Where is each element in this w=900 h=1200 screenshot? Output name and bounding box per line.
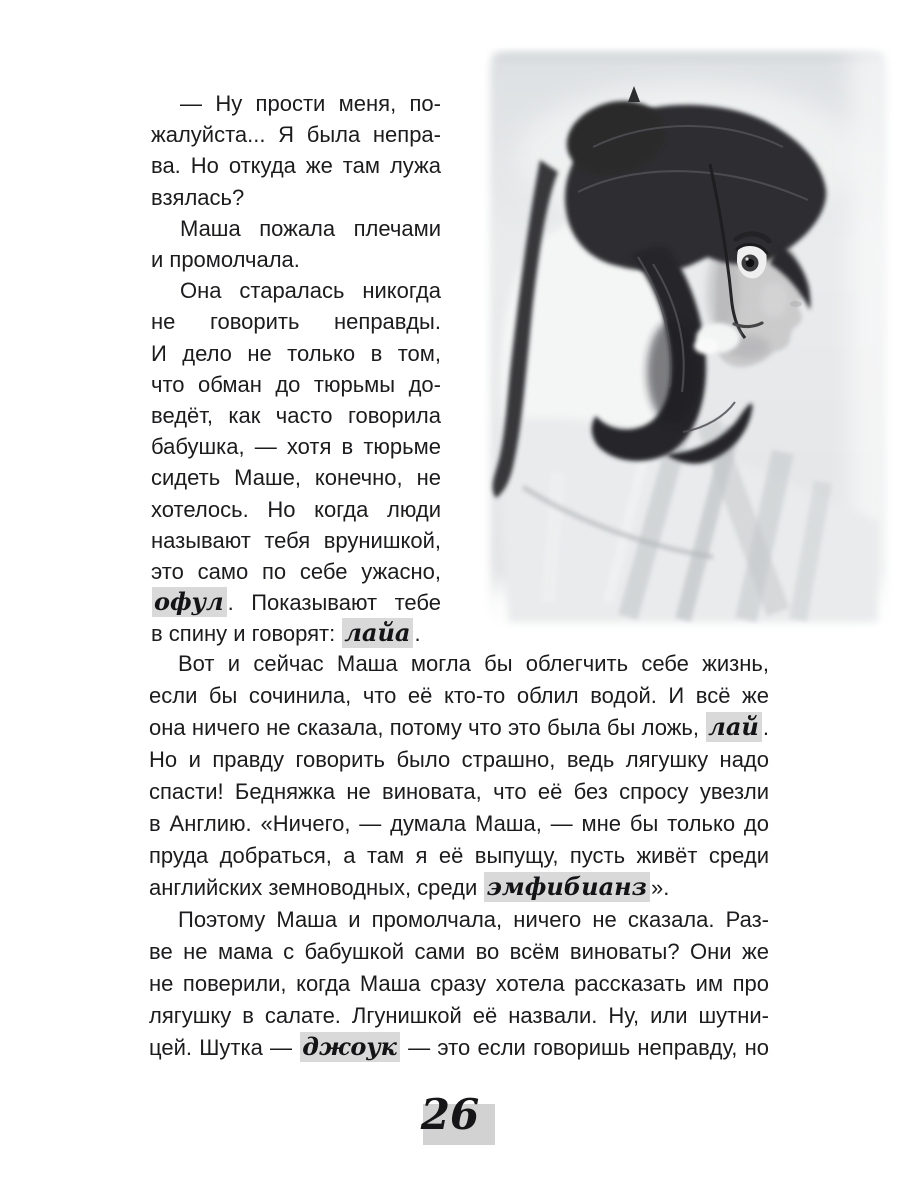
text-line (151, 213, 441, 244)
text-run: цей. Шутка — (149, 1035, 300, 1060)
vocab-word: эмфибианз (484, 872, 650, 902)
text-run: пруда добраться, а там я её выпущу, пусть живёт среди (149, 843, 769, 868)
text-line (151, 338, 441, 369)
page-number-value: 26 (411, 1088, 489, 1141)
text-line (149, 968, 769, 1000)
text-line (149, 808, 769, 840)
text-run: ведёт, как часто говорила (151, 403, 441, 429)
text-run: не говорить неправды. (151, 309, 441, 335)
text-run: в спину и говорят: (151, 621, 342, 647)
text-run: английских земноводных, среди (149, 875, 484, 900)
text-line (151, 244, 441, 275)
text-run: жалуйста... Я была непра- (151, 122, 441, 148)
text-line (151, 431, 441, 462)
text-run: ва. Но откуда же там лужа (151, 153, 441, 179)
text-line (149, 936, 769, 968)
text-line (151, 525, 441, 556)
text-line (149, 712, 769, 744)
text-run: Вот и сейчас Маша могла бы облегчить себе жизнь, (178, 651, 769, 676)
text-run: — Ну прости меня, по- (180, 91, 441, 116)
text-line (151, 587, 441, 618)
text-line (149, 904, 769, 936)
text-line (149, 1032, 769, 1064)
text-run: не поверили, когда Маша сразу хотела рассказать им про (149, 971, 769, 996)
text-run: бабушка, — хотя в тюрьме (151, 434, 441, 460)
text-run: Маша пожала плечами (180, 215, 441, 241)
text-line (151, 306, 441, 337)
vocab-word: джоук (300, 1032, 400, 1062)
text-run: что обман до тюрьмы до- (151, 371, 441, 397)
text-line (149, 744, 769, 776)
text-run: взялась? (151, 184, 245, 210)
text-line (151, 494, 441, 525)
text-line (149, 872, 769, 904)
text-line (151, 462, 441, 493)
text-run: и промолчала. (151, 247, 300, 273)
text-run: Но и правду говорить было страшно, ведь лягушку надо (149, 747, 769, 772)
text-full-width (149, 648, 769, 1064)
text-run: спасти! Бедняжка не виновата, что её без спросу увезли (149, 779, 769, 804)
text-run: Она старалась никогда (180, 278, 441, 304)
text-line (149, 1000, 769, 1032)
text-line (151, 369, 441, 400)
text-run: это само по себе ужасно, (151, 559, 441, 585)
text-run: ве не мама с бабушкой сами во всём виноваты? Они же (149, 939, 769, 964)
vocab-word: лайа (342, 618, 413, 648)
text-line (151, 275, 441, 306)
text-run: . Показывают тебе (227, 590, 441, 616)
text-run: — это если говоришь неправду, но (400, 1035, 769, 1060)
text-line (151, 400, 441, 431)
girl-illustration (478, 42, 898, 652)
text-line (149, 776, 769, 808)
text-run: называют тебя врунишкой, (151, 527, 441, 553)
text-run: в Англию. «Ничего, — думала Маша, — мне бы только до (149, 811, 769, 836)
text-run: И дело не только в том, (151, 340, 441, 366)
text-run: . (762, 715, 769, 740)
text-run: сидеть Маше, конечно, не (151, 465, 441, 491)
text-line (151, 556, 441, 587)
vocab-word: офул (152, 587, 227, 617)
text-line (151, 88, 441, 119)
text-line (149, 680, 769, 712)
text-run: если бы сочинила, что её кто-то облил водой. И всё же (149, 683, 769, 708)
text-run: она ничего не сказала, потому что это была бы ложь, (149, 715, 706, 740)
page-number (0, 1088, 900, 1141)
text-line (151, 618, 441, 649)
vocab-word: лай (706, 712, 762, 742)
text-line (151, 150, 441, 181)
text-run: хотелось. Но когда люди (151, 496, 441, 522)
text-run: Поэтому Маша и промолчала, ничего не сказала. Раз- (178, 907, 769, 932)
text-column (151, 88, 441, 650)
text-line (149, 840, 769, 872)
text-line (149, 648, 769, 680)
girl-illustration-canvas (478, 42, 898, 652)
text-line (151, 182, 441, 213)
text-run: . (414, 621, 421, 647)
text-run: ». (650, 875, 670, 900)
text-line (151, 119, 441, 150)
text-run: лягушку в салате. Лгунишкой её назвали. Ну, или шутни- (149, 1003, 769, 1028)
